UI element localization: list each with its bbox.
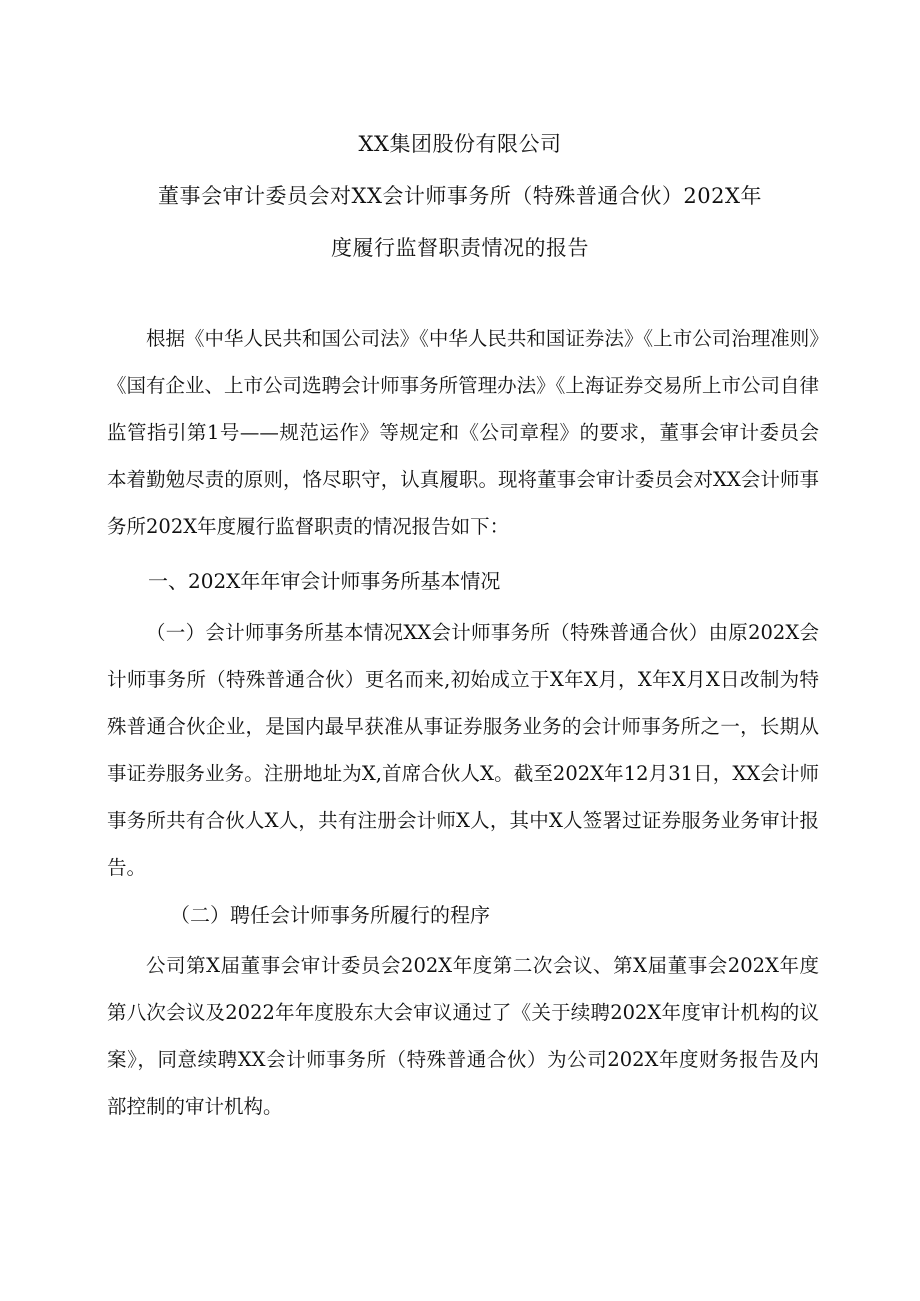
section1-heading: 一、202X年年审会计师事务所基本情况 xyxy=(148,569,501,593)
document-title-line3: 度履行监督职责情况的报告 xyxy=(331,236,589,260)
subsection1-paragraph: （一）会计师事务所基本情况XX会计师事务所（特殊普通合伙）由原202X会计师事务所（特殊普通合伙）更名而来,初始成立于X年X月，X年X月X日改制为特殊普通合伙企业，是国内最早获准从事证券服务业务的会计师事务所之一，长期从事证券服务业务。注册地址为X,首席合伙人X。截至202X年12月31日，XX会计师事务所共有合伙人X人，共有注册会计师X人，其中X人签署过证券服务业务审计报告。 xyxy=(107,621,819,879)
document-title-line2: 董事会审计委员会对XX会计师事务所（特殊普通合伙）202X年 xyxy=(158,184,762,208)
subsection2-heading: （二）聘任会计师事务所履行的程序 xyxy=(170,903,490,927)
intro-paragraph: 根据《中华人民共和国公司法》《中华人民共和国证券法》《上市公司治理准则》《国有企业、上市公司选聘会计师事务所管理办法》《上海证券交易所上市公司自律监管指引第1号——规范运作》等规定和《公司章程》的要求，董事会审计委员会本着勤勉尽责的原则，恪尽职守，认真履职。现将董事会审计委员会对XX会计师事务所202X年度履行监督职责的情况报告如下： xyxy=(107,327,819,538)
subsection2-paragraph: 公司第X届董事会审计委员会202X年度第二次会议、第X届董事会202X年度第八次会议及2022年年度股东大会审议通过了《关于续聘202X年度审计机构的议案》，同意续聘XX会计师事务所（特殊普通合伙）为公司202X年度财务报告及内部控制的审计机构。 xyxy=(107,954,819,1118)
document-title-company: XX集团股份有限公司 xyxy=(358,132,562,156)
